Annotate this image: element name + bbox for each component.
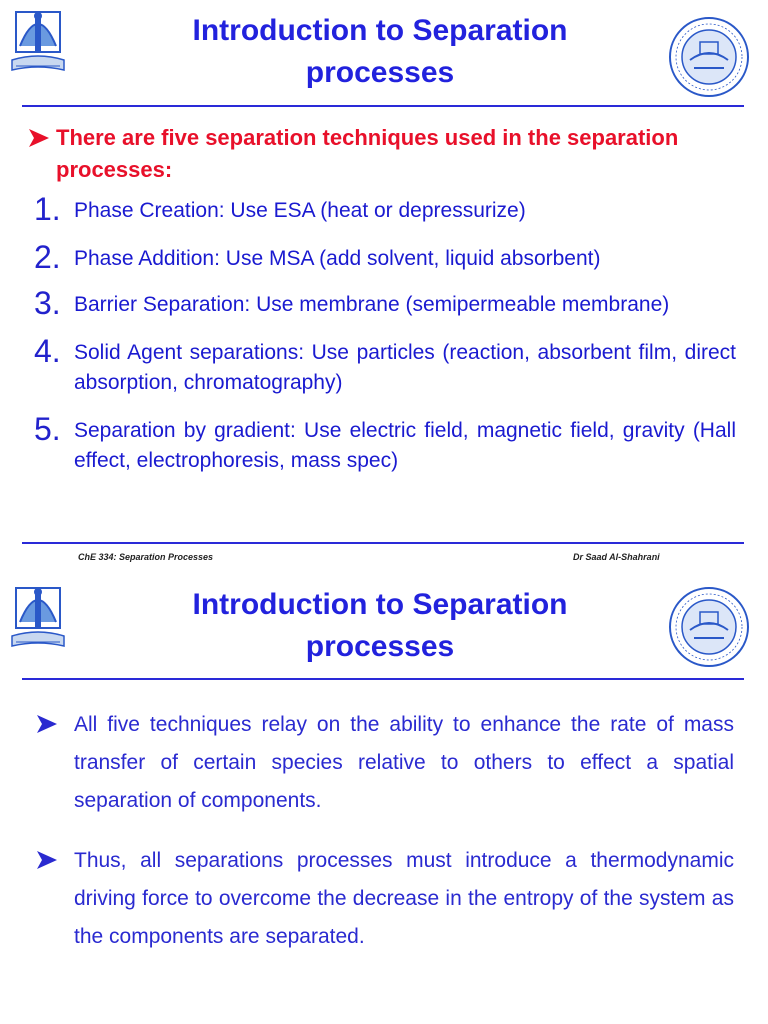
arrow-bullet-icon — [28, 122, 56, 157]
circular-seal-logo — [668, 16, 750, 98]
item-number: 5. — [34, 411, 61, 447]
slide-title — [140, 584, 620, 668]
list-item — [34, 239, 736, 275]
intro-bullet — [28, 122, 748, 186]
intro-text: There are five separation techniques used in the separation processes: — [56, 125, 679, 182]
title-line-2: processes — [305, 56, 455, 89]
footer-divider — [22, 542, 744, 544]
item-text: Phase Addition: Use MSA (add solvent, liquid absorbent) — [74, 247, 601, 270]
item-number: 1. — [34, 191, 61, 227]
university-crest-logo — [8, 582, 68, 660]
title-line-1: Introduction to Separation — [192, 14, 568, 47]
content-bullets — [30, 706, 734, 956]
footer-course: ChE 334: Separation Processes — [78, 552, 214, 562]
item-number: 2. — [34, 239, 61, 275]
title-line-1: Introduction to Separation — [192, 588, 568, 621]
university-crest-logo — [8, 6, 68, 84]
bullet-text: Thus, all separations processes must introduce a thermodynamic driving force to overcome the decrease in the entropy of the system as the components are separated. — [74, 849, 734, 948]
header-divider — [22, 678, 744, 680]
list-item — [34, 333, 736, 398]
list-item — [30, 706, 734, 820]
item-text: Phase Creation: Use ESA (heat or depressurize) — [74, 199, 526, 222]
techniques-list — [34, 191, 736, 476]
slide-2 — [0, 576, 768, 1024]
bullet-text: All five techniques relay on the ability to enhance the rate of mass transfer of certain species relative to others to effect a spatial separation of components. — [74, 713, 734, 812]
list-item — [30, 842, 734, 956]
list-item — [34, 191, 736, 227]
item-text: Barrier Separation: Use membrane (semipermeable membrane) — [74, 293, 670, 316]
arrow-bullet-icon — [36, 842, 64, 883]
header-divider — [22, 105, 744, 107]
item-number: 4. — [34, 333, 61, 369]
footer-author: Dr Saad Al-Shahrani — [573, 552, 660, 562]
list-item — [34, 411, 736, 476]
arrow-bullet-icon — [36, 706, 64, 747]
list-item — [34, 285, 736, 321]
title-line-2: processes — [305, 630, 455, 663]
item-text: Solid Agent separations: Use particles (reaction, absorbent film, direct absorption, chromatography) — [74, 341, 736, 394]
item-text: Separation by gradient: Use electric field, magnetic field, gravity (Hall effect, electrophoresis, mass spec) — [74, 419, 736, 472]
circular-seal-logo — [668, 586, 750, 668]
item-number: 3. — [34, 285, 61, 321]
slide-title — [140, 10, 620, 94]
